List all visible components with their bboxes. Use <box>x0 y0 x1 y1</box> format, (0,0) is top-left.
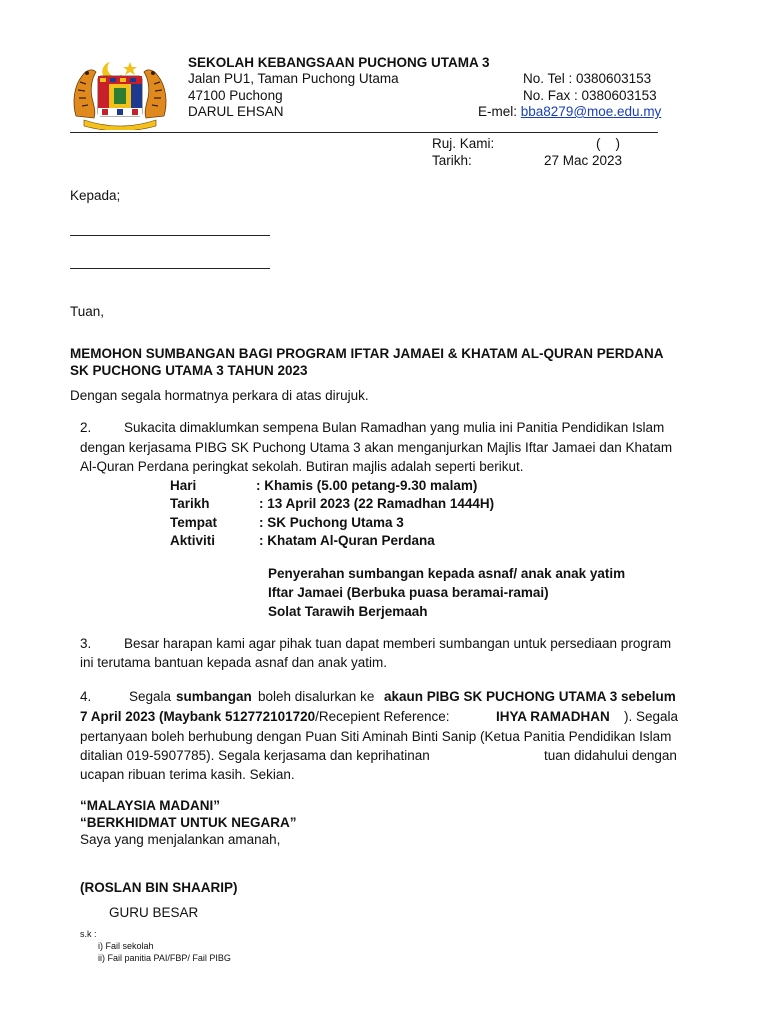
cc-label: s.k : <box>80 929 97 939</box>
para4-line-4a: ditalian 019-5907785). Segala kerjasama dan keprihatinan <box>80 748 430 763</box>
detail-value-aktiviti: : Khatam Al-Quran Perdana <box>259 533 435 548</box>
activity-item: Iftar Jamaei (Berbuka puasa beramai-ramai) <box>268 585 549 600</box>
cc-item: ii) Fail panitia PAI/FBP/ Fail PIBG <box>98 953 231 963</box>
email-line <box>478 104 661 119</box>
para2-line-1: Sukacita dimaklumkan sempena Bulan Ramadhan yang mulia ini Panitia Pendidikan Islam <box>124 420 665 435</box>
tarikh-value: 27 Mac 2023 <box>544 153 623 168</box>
detail-value-tempat: : SK Puchong Utama 3 <box>259 515 404 530</box>
para4-boleh: boleh disalurkan ke <box>258 689 375 704</box>
subject-line-2: SK PUCHONG UTAMA 3 TAHUN 2023 <box>70 363 308 378</box>
activity-item: Penyerahan sumbangan kepada asnaf/ anak anak yatim <box>268 566 626 581</box>
para4-line-2 <box>80 709 687 724</box>
header-divider <box>70 132 658 133</box>
detail-label-hari: Hari <box>170 478 197 493</box>
email-link[interactable]: bba8279@moe.edu.my <box>520 104 662 119</box>
tel-number: No. Tel : 0380603153 <box>523 71 652 86</box>
salutation: Tuan, <box>70 304 105 319</box>
para4-number: 4. <box>80 689 92 704</box>
para4-akaun: akaun PIBG SK PUCHONG UTAMA 3 sebelum <box>384 689 676 704</box>
ruj-label: Ruj. Kami: <box>432 136 495 151</box>
para4-line-5: ucapan ribuan terima kasih. Sekian. <box>80 767 295 782</box>
tarikh-label: Tarikh: <box>432 153 472 168</box>
para4-segala: Segala <box>129 689 172 704</box>
email-label: E-mel: <box>478 104 521 119</box>
para4-line-3: pertanyaan boleh berhubung dengan Puan Siti Aminah Binti Sanip (Ketua Panitia Pendidikan Islam <box>80 729 672 744</box>
signatory-title: GURU BESAR <box>109 905 199 920</box>
motto-1: “MALAYSIA MADANI” <box>80 798 221 813</box>
address-line-2: 47100 Puchong <box>188 88 283 103</box>
para4-line2-end: ). Segala <box>624 709 679 724</box>
para4-account-details: 7 April 2023 (Maybank 512772101720 <box>80 709 316 724</box>
para2-number: 2. <box>80 420 92 435</box>
para4-line-4b: tuan didahului dengan <box>544 748 677 763</box>
jata-negara-logo <box>70 58 170 130</box>
detail-value-tarikh: : 13 April 2023 (22 Ramadhan 1444H) <box>259 496 495 511</box>
para3-number: 3. <box>80 636 92 651</box>
subject-line-1: MEMOHON SUMBANGAN BAGI PROGRAM IFTAR JAMAEI & KHATAM AL-QURAN PERDANA <box>70 346 664 361</box>
motto-2: “BERKHIDMAT UNTUK NEGARA” <box>80 815 297 830</box>
recipient-blank-line-1 <box>70 235 270 236</box>
activity-item: Solat Tarawih Berjemaah <box>268 604 428 619</box>
address-line-3: DARUL EHSAN <box>188 104 284 119</box>
signatory-name: (ROSLAN BIN SHAARIP) <box>80 880 238 895</box>
para2-line-3: Al-Quran Perdana peringkat sekolah. Butiran majlis adalah seperti berikut. <box>80 459 524 474</box>
para3-line-2: ini terutama bantuan kepada asnaf dan anak yatim. <box>80 655 387 670</box>
address-line-1: Jalan PU1, Taman Puchong Utama <box>188 71 399 86</box>
fax-number: No. Fax : 0380603153 <box>523 88 657 103</box>
kepada-label: Kepada; <box>70 188 121 203</box>
para4-sumbangan: sumbangan <box>176 689 252 704</box>
amanah-text: Saya yang menjalankan amanah, <box>80 832 281 847</box>
para3-line-1: Besar harapan kami agar pihak tuan dapat memberi sumbangan untuk persediaan program <box>124 636 672 651</box>
para4-ref-label: /Recepient Reference: <box>315 709 450 724</box>
detail-label-tarikh: Tarikh <box>170 496 210 511</box>
school-name: SEKOLAH KEBANGSAAN PUCHONG UTAMA 3 <box>188 55 490 70</box>
para2-line-2: dengan kerjasama PIBG SK Puchong Utama 3 akan menganjurkan Majlis Iftar Jamaei dan Khatam <box>80 440 673 455</box>
detail-label-aktiviti: Aktiviti <box>170 533 216 548</box>
detail-label-tempat: Tempat <box>170 515 218 530</box>
ruj-value: ( ) <box>596 136 620 151</box>
para4-ref-value: IHYA RAMADHAN <box>496 709 610 724</box>
detail-value-hari: : Khamis (5.00 petang-9.30 malam) <box>256 478 478 493</box>
intro-text: Dengan segala hormatnya perkara di atas dirujuk. <box>70 388 369 403</box>
cc-item: i) Fail sekolah <box>98 941 154 951</box>
recipient-blank-line-2 <box>70 268 270 269</box>
